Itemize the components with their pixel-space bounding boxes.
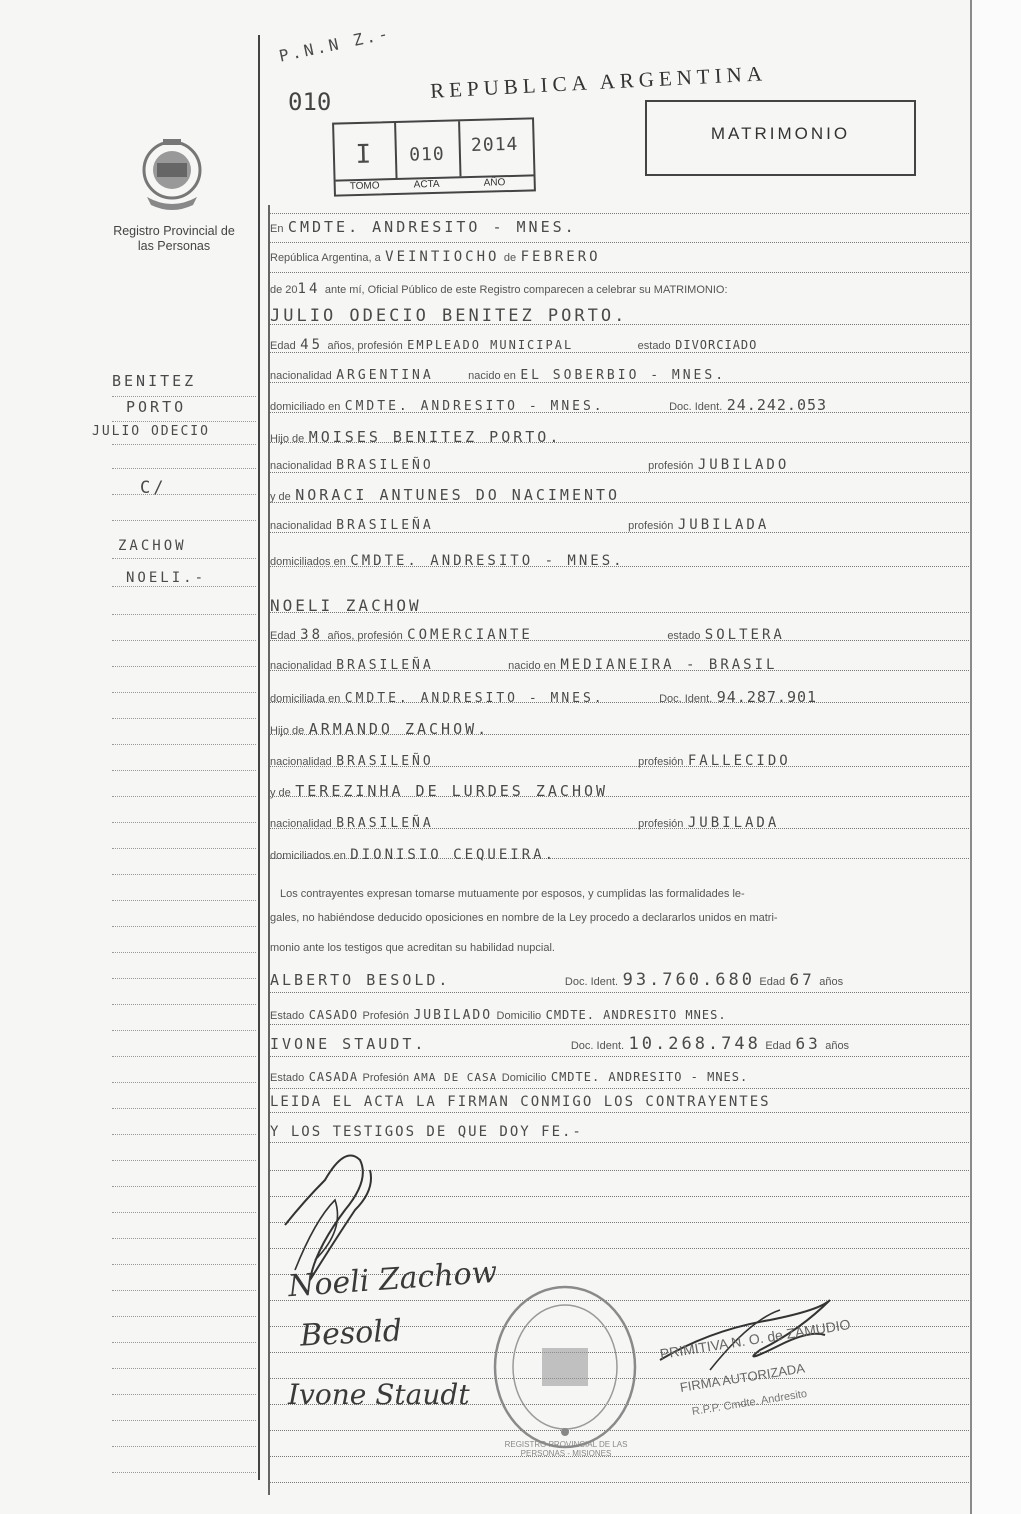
margin-rule-line — [112, 396, 256, 397]
officer-role: FIRMA AUTORIZADA — [678, 1360, 806, 1395]
nacido-label: nacido en — [468, 370, 516, 382]
bride-nacionalidad: BRASILEÑA — [336, 658, 434, 673]
month-value: FEBRERO — [520, 249, 601, 265]
groom-doc: 24.242.053 — [726, 396, 828, 414]
margin-note: NOELI.- — [126, 570, 207, 586]
acta-cell — [394, 121, 461, 178]
bride-name-line — [270, 596, 970, 616]
witness-1-signature: Besold — [299, 1313, 403, 1354]
yde-label: y de — [270, 787, 291, 799]
domiciliados-label: domiciliados en — [270, 850, 346, 862]
bride-signature: Noeli Zachow — [287, 1254, 499, 1305]
official-seal — [490, 1282, 640, 1452]
witness-2-line — [270, 1034, 970, 1054]
margin-rule-line — [112, 444, 256, 445]
tomo-acta-box — [332, 117, 536, 196]
groom-nacionalidad: ARGENTINA — [336, 368, 434, 383]
officer-office: R.P.P. Cmdte. Andresito — [691, 1387, 808, 1418]
witness-1-domicilio: CMDTE. ANDRESITO MNES. — [545, 1008, 727, 1022]
margin-note: JULIO ODECIO — [92, 424, 210, 439]
closing-line: LEIDA EL ACTA LA FIRMAN CONMIGO LOS CONTRAYENTES — [270, 1094, 771, 1110]
de-label: de — [503, 252, 517, 264]
groom-father-prof: JUBILADO — [697, 457, 790, 473]
rule — [270, 213, 969, 214]
margin-note: ZACHOW — [118, 538, 187, 554]
year-line — [270, 280, 970, 298]
doc-label: Doc. Ident. — [570, 1040, 625, 1052]
margin-note: PORTO — [126, 398, 187, 416]
bride-mother-nac-line — [270, 814, 970, 832]
anos-profesion-label: años, profesión — [327, 630, 403, 642]
place-line — [270, 218, 970, 237]
nacionalidad-label: nacionalidad — [270, 460, 332, 472]
act-type-box — [645, 100, 916, 176]
act-type: MATRIMONIO — [710, 124, 851, 143]
margin-rule-line — [112, 468, 256, 469]
republica-label: República Argentina, a — [270, 252, 381, 264]
edad-label: Edad — [759, 976, 786, 988]
tomo-value: I — [355, 139, 375, 171]
bride-father-line — [270, 720, 970, 739]
bride-mother-line — [270, 782, 970, 801]
seal-text: REGISTRO PROVINCIAL DE LAS PERSONAS - MISIONES — [504, 1440, 628, 1458]
bride-age-line — [270, 626, 970, 644]
domicilio-label: Domicilio — [496, 1010, 542, 1022]
witness-1-profesion: JUBILADO — [413, 1008, 493, 1023]
profesion-label: profesión — [628, 520, 674, 532]
witness-1-doc: 93.760.680 — [622, 970, 755, 990]
margin-rule-line — [112, 520, 256, 521]
margin-rule-line — [112, 586, 256, 587]
witness-1-detail-line — [270, 1006, 970, 1024]
groom-domicilio: CMDTE. ANDRESITO - MNES. — [344, 399, 605, 414]
estado-label: Estado — [270, 1010, 305, 1022]
groom-father-nac: BRASILEÑO — [336, 458, 434, 473]
edad-label: Edad — [270, 630, 296, 642]
margin-rule — [258, 35, 260, 1480]
groom-parents-dom-line — [270, 552, 970, 570]
witness-1-edad: 67 — [789, 970, 815, 989]
tomo-cell — [334, 123, 397, 180]
profesion-label: profesión — [638, 818, 684, 830]
year-value: 14 — [297, 281, 321, 297]
nacionalidad-label: nacionalidad — [270, 818, 332, 830]
country-title: REPUBLICA ARGENTINA — [429, 61, 768, 103]
margin-note: C/ — [140, 478, 167, 498]
bride-father-nac: BRASILEÑO — [336, 754, 434, 769]
groom-mother-nac: BRASILEÑA — [336, 518, 434, 533]
doc-label: Doc. Ident. — [564, 976, 619, 988]
groom-parents-dom: CMDTE. ANDRESITO - MNES. — [350, 553, 625, 569]
bride-mother-nac: BRASILEÑA — [336, 816, 434, 831]
declaration-line: Los contrayentes expresan tomarse mutuamente por esposos, y cumplidas las formalidades le- — [280, 888, 745, 900]
yde-label: y de — [270, 491, 291, 503]
estado-label: estado — [667, 630, 701, 642]
nacionalidad-label: nacionalidad — [270, 756, 332, 768]
groom-mother-prof: JUBILADA — [677, 517, 770, 533]
margin-rule-line — [112, 494, 256, 495]
groom-father-nac-line — [270, 456, 970, 474]
groom-father: MOISES BENITEZ PORTO. — [308, 428, 562, 446]
bride-mother: TEREZINHA DE LURDES ZACHOW — [295, 782, 609, 800]
witness-1-name: ALBERTO BESOLD. — [270, 971, 451, 989]
bride-dom-line — [270, 688, 970, 707]
registry-name: Registro Provincial de las Personas — [113, 224, 235, 253]
groom-estado: DIVORCIADO — [675, 338, 758, 352]
edad-label: Edad — [765, 1040, 792, 1052]
margin-rule-line — [112, 558, 256, 559]
provincial-emblem — [135, 135, 210, 220]
bride-parents-dom: DIONISIO CEQUEIRA. — [350, 847, 556, 863]
estado-label: Estado — [270, 1072, 305, 1084]
rule — [270, 992, 969, 993]
bride-domicilio: CMDTE. ANDRESITO - MNES. — [344, 691, 605, 706]
place-value: CMDTE. ANDRESITO - MNES. — [287, 218, 577, 236]
acta-label: ACTA — [413, 178, 440, 191]
groom-mother: NORACI ANTUNES DO NACIMENTO — [295, 486, 621, 504]
bride-father: ARMANDO ZACHOW. — [308, 720, 490, 738]
doc-label: Doc. Ident. — [669, 401, 723, 413]
witness-2-estado: CASADA — [308, 1070, 359, 1084]
bride-nac-line — [270, 656, 970, 674]
witness-2-edad: 63 — [795, 1034, 821, 1053]
groom-edad: 45 — [300, 337, 324, 353]
bride-mother-prof: JUBILADA — [687, 815, 780, 831]
groom-nacido: EL SOBERBIO - MNES. — [520, 368, 727, 383]
declaration-line: gales, no habiéndose deducido oposiciones en nombre de la Ley procedo a declararlos unidos en matri- — [270, 912, 778, 924]
profesion-label: profesión — [638, 756, 684, 768]
year-prefix: de 20 — [270, 284, 298, 296]
bride-name: NOELI ZACHOW — [270, 596, 422, 615]
anio-value: 2014 — [470, 133, 519, 157]
groom-profesion: EMPLEADO MUNICIPAL — [407, 338, 574, 352]
groom-dom-line — [270, 396, 970, 415]
bride-doc: 94.287.901 — [716, 688, 818, 706]
day-value: VEINTIOCHO — [385, 249, 500, 265]
nacionalidad-label: nacionalidad — [270, 370, 332, 382]
bride-parents-dom-line — [270, 846, 970, 864]
estado-label: estado — [637, 340, 671, 352]
anos-label: años — [819, 976, 844, 988]
domicilio-label: domiciliada en — [270, 693, 341, 705]
witness-2-name: IVONE STAUDT. — [270, 1035, 427, 1053]
date-line — [270, 248, 970, 266]
bride-edad: 38 — [300, 627, 324, 643]
rule — [270, 1056, 969, 1057]
rule — [270, 272, 969, 273]
anos-label: años — [825, 1040, 850, 1052]
doc-label: Doc. Ident. — [659, 693, 713, 705]
domiciliados-label: domiciliados en — [270, 556, 346, 568]
bride-estado: SOLTERA — [704, 627, 785, 643]
en-label: En — [270, 223, 284, 235]
groom-mother-nac-line — [270, 516, 970, 534]
profesion-label: Profesión — [362, 1010, 409, 1022]
nacido-label: nacido en — [508, 660, 556, 672]
hijo-label: Hijo de — [270, 725, 305, 737]
rule — [270, 1112, 969, 1113]
groom-name-line — [270, 306, 970, 326]
witness-2-domicilio: CMDTE. ANDRESITO - MNES. — [550, 1070, 749, 1084]
witness-2-profesion: AMA DE CASA — [413, 1071, 498, 1084]
bride-profesion: COMERCIANTE — [407, 627, 533, 643]
witness-2-doc: 10.268.748 — [628, 1034, 761, 1054]
groom-age-line — [270, 336, 970, 354]
tomo-label: TOMO — [349, 180, 380, 193]
domicilio-label: Domicilio — [501, 1072, 547, 1084]
domicilio-label: domiciliado en — [270, 401, 341, 413]
corner-note: P.N.N Z.- — [277, 23, 393, 66]
page-edge — [970, 0, 1021, 1514]
rule — [270, 242, 969, 243]
anos-profesion-label: años, profesión — [327, 340, 403, 352]
witness-2-signature: Ivone Staudt — [288, 1378, 470, 1411]
anio-label: AÑO — [483, 177, 506, 189]
margin-rule-line — [112, 421, 256, 422]
hijo-label: Hijo de — [270, 433, 305, 445]
rule — [270, 1024, 969, 1025]
witness-1-line — [270, 970, 970, 990]
closing-line: Y LOS TESTIGOS DE QUE DOY FE.- — [270, 1124, 583, 1140]
groom-mother-line — [270, 486, 970, 505]
profesion-label: profesión — [648, 460, 694, 472]
bride-nacido: MEDIANEIRA - BRASIL — [560, 657, 778, 673]
declaration-line: monio ante los testigos que acreditan su habilidad nupcial. — [270, 942, 555, 954]
anio-cell — [458, 119, 531, 176]
intro-text: ante mí, Oficial Público de este Registro comparecen a celebrar su MATRIMONIO: — [324, 284, 728, 296]
witness-1-estado: CASADO — [308, 1008, 359, 1022]
witness-2-detail-line — [270, 1068, 970, 1086]
page-number: 010 — [288, 88, 332, 116]
profesion-label: Profesión — [362, 1072, 409, 1084]
bride-father-nac-line — [270, 752, 970, 770]
groom-nac-line — [270, 366, 970, 384]
bride-father-prof: FALLECIDO — [687, 753, 791, 769]
margin-note: BENITEZ — [112, 372, 197, 390]
officer-name: PRIMITIVA N. O. de ZAMUDIO — [658, 1315, 852, 1362]
nacionalidad-label: nacionalidad — [270, 660, 332, 672]
groom-name: JULIO ODECIO BENITEZ PORTO. — [270, 306, 628, 326]
nacionalidad-label: nacionalidad — [270, 520, 332, 532]
groom-father-line — [270, 428, 970, 447]
edad-label: Edad — [270, 340, 296, 352]
rule — [270, 1088, 969, 1089]
acta-value: 010 — [408, 143, 445, 166]
